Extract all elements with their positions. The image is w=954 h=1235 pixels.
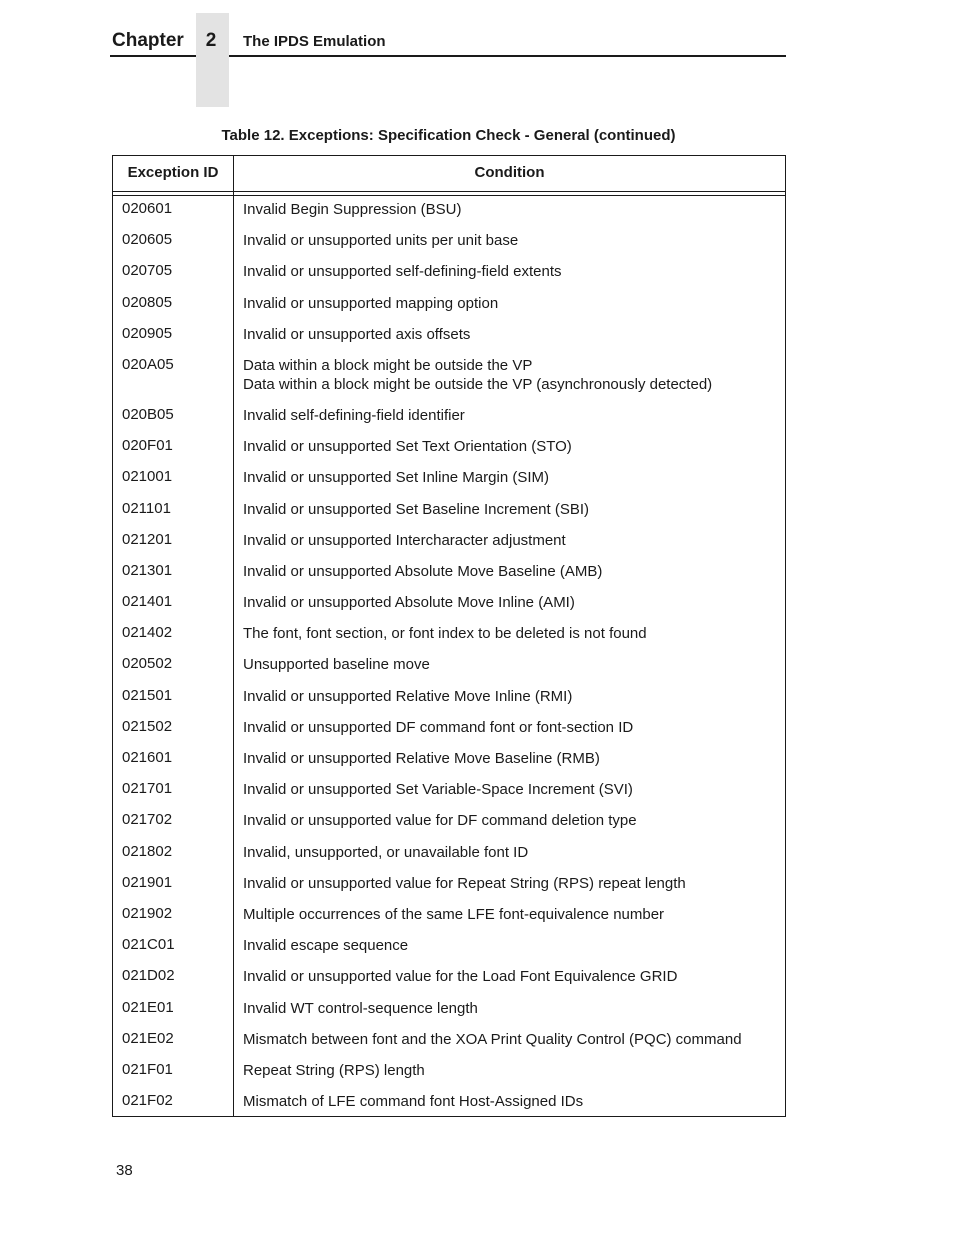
condition-line: Mismatch between font and the XOA Print Quality Control (PQC) command bbox=[243, 1030, 742, 1048]
condition-line: Invalid escape sequence bbox=[243, 937, 409, 955]
condition-cell bbox=[243, 999, 779, 1018]
exception-id-cell: 021901 bbox=[122, 873, 173, 891]
exception-id-cell: 020601 bbox=[122, 200, 173, 217]
exception-id-cell: 021D02 bbox=[122, 967, 175, 985]
column-header-condition: Condition bbox=[474, 164, 545, 181]
condition-line: Repeat String (RPS) length bbox=[243, 1061, 425, 1079]
condition-line: Invalid or unsupported Set Inline Margin (SIM) bbox=[243, 469, 549, 487]
table-row bbox=[113, 745, 785, 776]
exception-id-cell: 021001 bbox=[122, 468, 173, 486]
condition-cell bbox=[243, 874, 779, 893]
exception-id-cell: 020B05 bbox=[122, 405, 174, 423]
table-row bbox=[113, 464, 785, 495]
condition-cell bbox=[243, 262, 779, 281]
condition-cell bbox=[243, 468, 779, 487]
condition-line: Invalid or unsupported Absolute Move Baseline (AMB) bbox=[243, 562, 603, 580]
condition-cell bbox=[243, 562, 779, 581]
exception-id-cell: 020502 bbox=[122, 655, 173, 673]
condition-cell bbox=[243, 1092, 779, 1111]
exception-id-cell: 021802 bbox=[122, 842, 173, 860]
condition-line: Invalid or unsupported Set Text Orientation (STO) bbox=[243, 438, 572, 456]
condition-cell bbox=[243, 624, 779, 643]
condition-cell bbox=[243, 967, 779, 986]
chapter-tab bbox=[196, 13, 229, 107]
table-row bbox=[113, 651, 785, 682]
exception-id-cell: 020705 bbox=[122, 262, 173, 280]
condition-line: Invalid or unsupported DF command font or font-section ID bbox=[243, 718, 634, 736]
condition-line: Invalid, unsupported, or unavailable font ID bbox=[243, 843, 529, 861]
exception-id-cell: 021702 bbox=[122, 811, 173, 829]
chapter-title: The IPDS Emulation bbox=[243, 33, 386, 50]
condition-cell bbox=[243, 905, 779, 924]
condition-line: Mismatch of LFE command font Host-Assigned IDs bbox=[243, 1093, 584, 1111]
exception-id-cell: 021401 bbox=[122, 593, 173, 611]
table-row bbox=[113, 963, 785, 994]
table-row bbox=[113, 196, 785, 227]
table-row bbox=[113, 870, 785, 901]
table-row bbox=[113, 290, 785, 321]
condition-line: Invalid or unsupported value for the Load Font Equivalence GRID bbox=[243, 968, 678, 986]
condition-line: Invalid or unsupported Absolute Move Inline (AMI) bbox=[243, 594, 575, 612]
header-rule-right bbox=[229, 55, 786, 57]
condition-line: Invalid or unsupported axis offsets bbox=[243, 325, 471, 343]
table-row bbox=[113, 620, 785, 651]
table-row bbox=[113, 932, 785, 963]
column-header-exception-id: Exception ID bbox=[127, 164, 219, 181]
exception-id-cell: 021601 bbox=[122, 749, 173, 766]
condition-cell bbox=[243, 294, 779, 313]
exception-id-cell: 021101 bbox=[122, 499, 171, 517]
condition-cell bbox=[243, 811, 779, 830]
table-body bbox=[113, 196, 785, 1119]
exception-id-cell: 020A05 bbox=[122, 355, 174, 373]
table-row bbox=[113, 901, 785, 932]
condition-line: Invalid or unsupported Set Variable-Space Increment (SVI) bbox=[243, 781, 633, 799]
exception-id-cell: 021201 bbox=[122, 530, 173, 548]
table-row bbox=[113, 352, 785, 402]
exception-id-cell: 020605 bbox=[122, 231, 173, 249]
condition-line: Invalid or unsupported Relative Move Baseline (RMB) bbox=[243, 750, 600, 767]
condition-cell bbox=[243, 718, 779, 737]
condition-line: Invalid or unsupported self-defining-field extents bbox=[243, 263, 562, 281]
exception-id-cell: 020F01 bbox=[122, 437, 173, 455]
table-row bbox=[113, 558, 785, 589]
exception-id-cell: 021501 bbox=[122, 686, 173, 704]
exception-id-cell: 021F01 bbox=[122, 1060, 173, 1078]
condition-line: Data within a block might be outside the VP (asynchronously detected) bbox=[243, 375, 713, 393]
condition-line: Unsupported baseline move bbox=[243, 656, 430, 674]
table-row bbox=[113, 527, 785, 558]
condition-line: Invalid or unsupported Set Baseline Increment (SBI) bbox=[243, 500, 590, 518]
exception-id-cell: 021701 bbox=[122, 780, 173, 798]
condition-cell bbox=[243, 687, 779, 706]
table-caption: Table 12. Exceptions: Specification Check - General (continued) bbox=[221, 127, 676, 144]
condition-line: Invalid or unsupported Relative Move Inline (RMI) bbox=[243, 687, 573, 705]
condition-cell bbox=[243, 437, 779, 456]
exception-id-cell: 021F02 bbox=[122, 1092, 173, 1110]
header-rule-left bbox=[110, 55, 196, 57]
condition-line: The font, font section, or font index to be deleted is not found bbox=[243, 625, 647, 643]
condition-line: Invalid WT control-sequence length bbox=[243, 999, 478, 1017]
table-row bbox=[113, 402, 785, 433]
condition-cell bbox=[243, 1030, 779, 1049]
condition-cell bbox=[243, 1061, 779, 1080]
exception-id-cell: 021C01 bbox=[122, 936, 175, 954]
condition-cell bbox=[243, 593, 779, 612]
table-row bbox=[113, 714, 785, 745]
page-number: 38 bbox=[116, 1162, 133, 1179]
condition-cell bbox=[243, 655, 779, 674]
exception-id-cell: 021502 bbox=[122, 717, 173, 735]
condition-cell bbox=[243, 356, 779, 394]
exception-id-cell: 020905 bbox=[122, 324, 173, 342]
table-row bbox=[113, 227, 785, 258]
chapter-label: Chapter bbox=[112, 30, 184, 51]
exception-id-cell: 021902 bbox=[122, 904, 173, 922]
table-row bbox=[113, 1026, 785, 1057]
condition-line: Data within a block might be outside the VP bbox=[243, 356, 533, 374]
condition-line: Invalid self-defining-field identifier bbox=[243, 406, 465, 424]
condition-cell bbox=[243, 843, 779, 862]
condition-cell bbox=[243, 936, 779, 955]
table-row bbox=[113, 683, 785, 714]
condition-cell bbox=[243, 749, 779, 768]
chapter-number: 2 bbox=[205, 30, 217, 51]
condition-line: Invalid or unsupported value for DF command deletion type bbox=[243, 812, 637, 830]
table-row bbox=[113, 839, 785, 870]
table-row bbox=[113, 433, 785, 464]
condition-line: Invalid or unsupported value for Repeat String (RPS) repeat length bbox=[243, 874, 686, 892]
condition-cell bbox=[243, 500, 779, 519]
table-row bbox=[113, 258, 785, 289]
header-rule bbox=[113, 191, 785, 192]
table-row bbox=[113, 995, 785, 1026]
condition-cell bbox=[243, 231, 779, 250]
exception-id-cell: 020805 bbox=[122, 293, 173, 311]
condition-cell bbox=[243, 780, 779, 799]
condition-cell bbox=[243, 531, 779, 550]
table-row bbox=[113, 496, 785, 527]
table-row bbox=[113, 1088, 785, 1119]
exception-id-cell: 021E02 bbox=[122, 1029, 174, 1047]
table-row bbox=[113, 776, 785, 807]
condition-line: Invalid or unsupported mapping option bbox=[243, 294, 499, 312]
table-row bbox=[113, 807, 785, 838]
condition-cell bbox=[243, 325, 779, 344]
condition-line: Multiple occurrences of the same LFE font-equivalence number bbox=[243, 905, 665, 923]
condition-line: Invalid or unsupported Intercharacter adjustment bbox=[243, 531, 566, 549]
table-row bbox=[113, 1057, 785, 1088]
exception-id-cell: 021402 bbox=[122, 624, 173, 642]
condition-line: Invalid Begin Suppression (BSU) bbox=[243, 201, 462, 218]
condition-cell bbox=[243, 406, 779, 425]
condition-cell bbox=[243, 200, 779, 219]
table-row bbox=[113, 589, 785, 620]
condition-line: Invalid or unsupported units per unit base bbox=[243, 232, 519, 250]
exceptions-table bbox=[112, 155, 786, 1117]
exception-id-cell: 021E01 bbox=[122, 998, 174, 1016]
table-row bbox=[113, 321, 785, 352]
exception-id-cell: 021301 bbox=[122, 561, 173, 579]
